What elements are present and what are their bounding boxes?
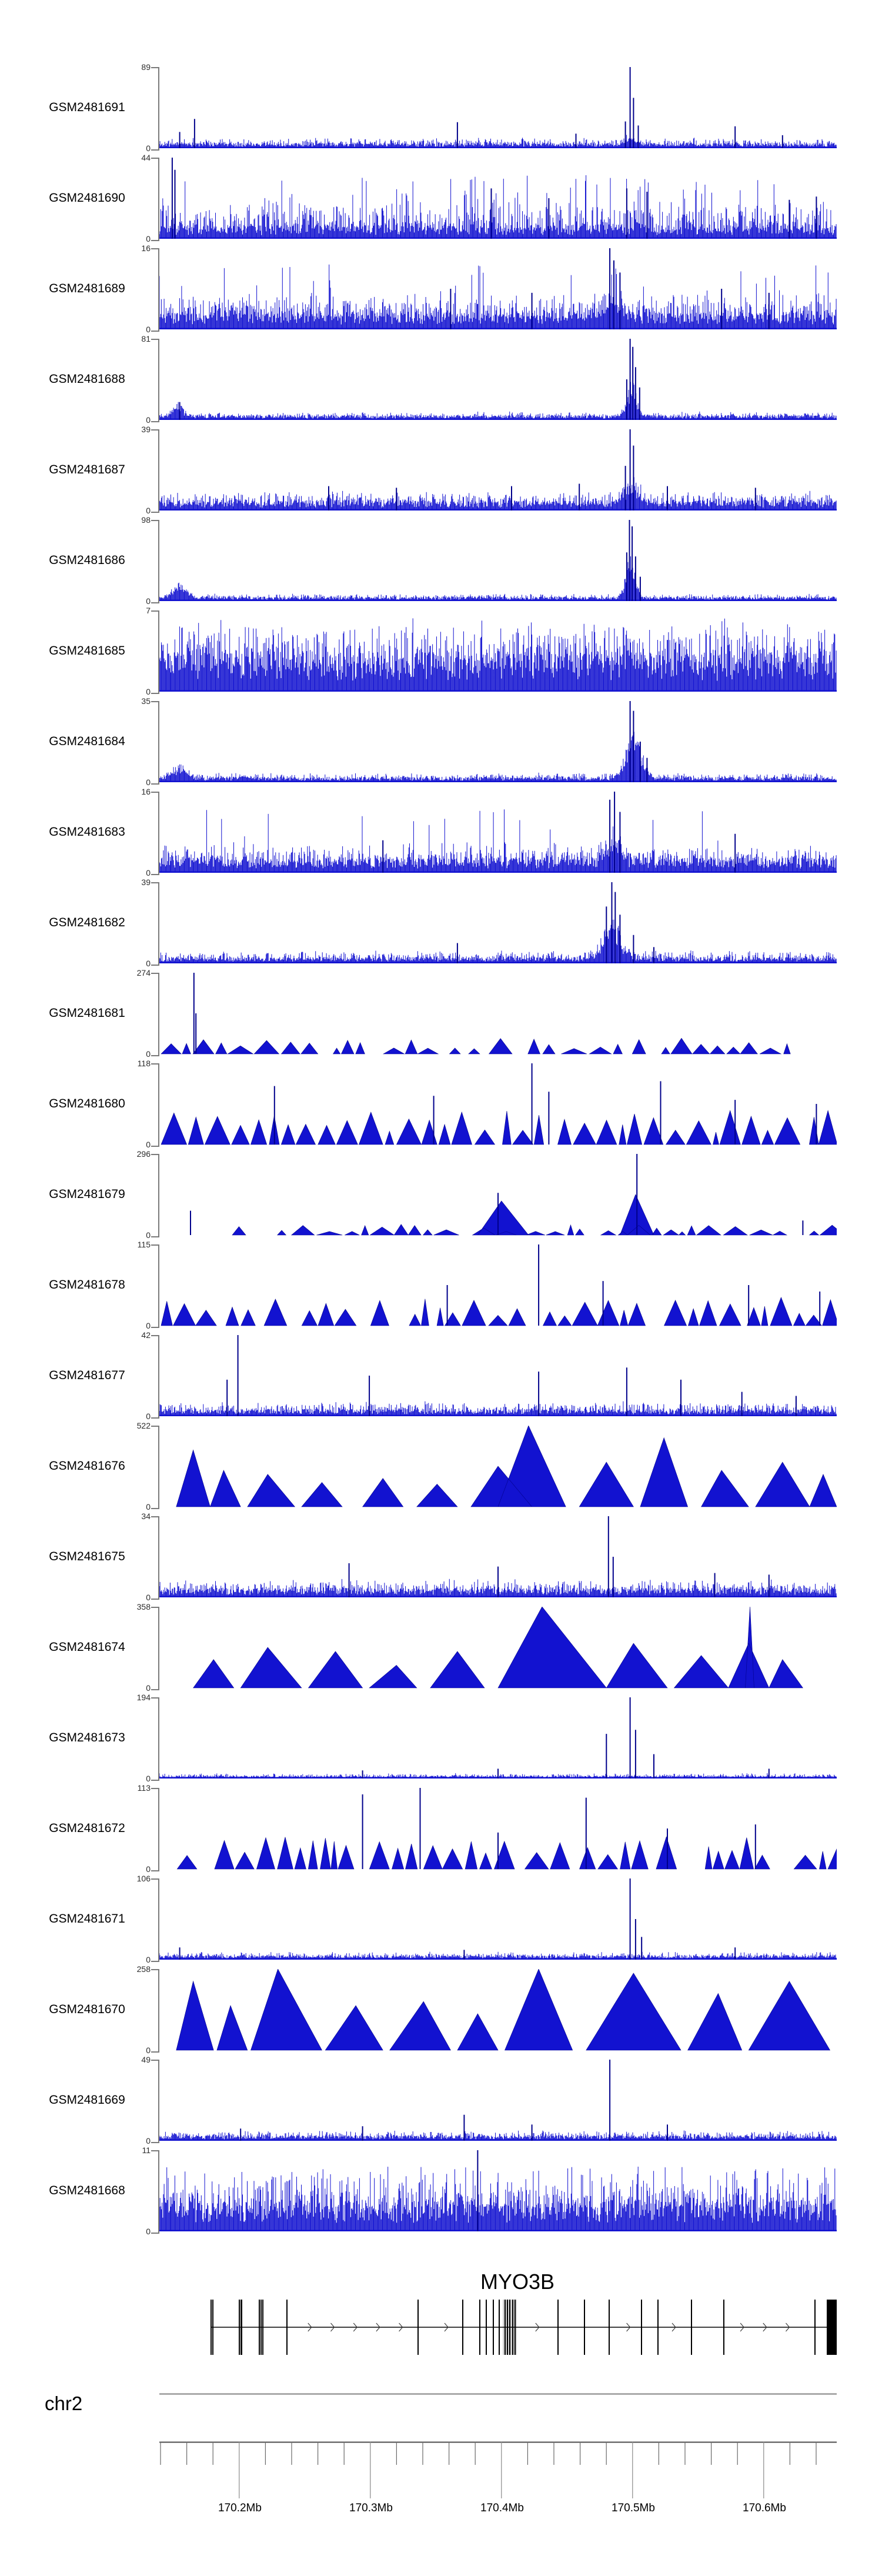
track-yaxis bbox=[151, 248, 159, 332]
track-yzero-label: 0 bbox=[146, 1683, 151, 1693]
track-yzero-label: 0 bbox=[146, 1864, 151, 1874]
track-label: GSM2481680 bbox=[49, 1097, 125, 1110]
track-yaxis bbox=[151, 1426, 159, 1509]
gene-exon bbox=[641, 2300, 642, 2355]
track-signal bbox=[159, 248, 837, 330]
gene-exon bbox=[240, 2300, 242, 2355]
track-signal bbox=[159, 701, 837, 783]
gene-exon bbox=[514, 2300, 516, 2355]
track-label: GSM2481679 bbox=[49, 1187, 125, 1201]
track-ymax-label: 11 bbox=[142, 2145, 151, 2155]
gene-exon bbox=[499, 2300, 500, 2355]
track-ymax-label: 113 bbox=[137, 1783, 151, 1793]
track-yaxis bbox=[151, 1788, 159, 1871]
gene-exon bbox=[262, 2300, 263, 2355]
track-signal bbox=[159, 610, 837, 692]
gene-exon bbox=[584, 2300, 585, 2355]
track-label: GSM2481691 bbox=[49, 101, 125, 114]
track-ymax-label: 296 bbox=[136, 1149, 151, 1159]
track-signal bbox=[159, 1154, 837, 1236]
track-signal bbox=[159, 1335, 837, 1417]
track-signal bbox=[159, 1426, 837, 1507]
gene-exon bbox=[259, 2300, 260, 2355]
track-ymax-label: 115 bbox=[137, 1240, 151, 1249]
track-signal bbox=[159, 1516, 837, 1598]
track-yzero-label: 0 bbox=[146, 415, 151, 425]
track-signal bbox=[159, 973, 837, 1055]
track-signal bbox=[159, 339, 837, 421]
ruler-minor-ticks bbox=[161, 2442, 816, 2465]
track-label: GSM2481687 bbox=[49, 463, 125, 476]
track-yaxis bbox=[151, 1969, 159, 2053]
track-signal bbox=[159, 2150, 837, 2232]
track-label: GSM2481671 bbox=[49, 1912, 125, 1926]
track-yzero-label: 0 bbox=[146, 1140, 151, 1149]
track-signal bbox=[159, 1969, 837, 2051]
track-label: GSM2481676 bbox=[49, 1459, 125, 1473]
gene-model-track bbox=[159, 2294, 837, 2364]
track-signal bbox=[159, 1063, 837, 1145]
track-label: GSM2481681 bbox=[49, 1006, 125, 1020]
gene-exon bbox=[657, 2300, 659, 2355]
track-ymax-label: 98 bbox=[141, 515, 151, 525]
ruler-tick-label: 170.6Mb bbox=[743, 2502, 786, 2514]
chromosome-label: chr2 bbox=[45, 2393, 83, 2414]
track-ymax-label: 522 bbox=[136, 1421, 151, 1430]
track-yaxis bbox=[151, 1154, 159, 1237]
track-ymax-label: 16 bbox=[141, 787, 151, 796]
track-yaxis bbox=[151, 429, 159, 513]
track-ymax-label: 258 bbox=[136, 1964, 151, 1974]
track-signal bbox=[159, 429, 837, 511]
track-signal bbox=[159, 882, 837, 964]
track-label: GSM2481673 bbox=[49, 1731, 125, 1744]
track-label: GSM2481686 bbox=[49, 553, 125, 567]
track-yaxis bbox=[151, 1063, 159, 1147]
track-yaxis bbox=[151, 973, 159, 1056]
gene-exon bbox=[512, 2300, 513, 2355]
track-signal bbox=[159, 158, 837, 239]
track-yzero-label: 0 bbox=[146, 234, 151, 243]
track-ymax-label: 274 bbox=[136, 968, 151, 977]
gene-exon bbox=[486, 2300, 487, 2355]
track-yzero-label: 0 bbox=[146, 959, 151, 968]
track-signal bbox=[159, 1607, 837, 1689]
track-yzero-label: 0 bbox=[146, 1774, 151, 1783]
gene-exon bbox=[260, 2300, 262, 2355]
track-label: GSM2481678 bbox=[49, 1278, 125, 1292]
track-signal bbox=[159, 1697, 837, 1779]
track-ymax-label: 89 bbox=[141, 62, 151, 72]
gene-exon bbox=[507, 2300, 508, 2355]
track-label: GSM2481683 bbox=[49, 825, 125, 839]
track-yaxis bbox=[151, 1607, 159, 1690]
track-yzero-label: 0 bbox=[146, 2136, 151, 2145]
track-label: GSM2481677 bbox=[49, 1369, 125, 1382]
track-label: GSM2481689 bbox=[49, 282, 125, 295]
gene-exon bbox=[479, 2300, 480, 2355]
track-ymax-label: 194 bbox=[136, 1693, 151, 1702]
track-yaxis bbox=[151, 792, 159, 875]
ruler-tick-label: 170.4Mb bbox=[480, 2502, 524, 2514]
track-label: GSM2481682 bbox=[49, 916, 125, 929]
track-yzero-label: 0 bbox=[146, 1502, 151, 1511]
track-ymax-label: 34 bbox=[141, 1511, 151, 1521]
track-ymax-label: 7 bbox=[146, 606, 151, 615]
track-yaxis bbox=[151, 2060, 159, 2143]
chromosome-baseline bbox=[159, 2393, 837, 2395]
gene-exon bbox=[509, 2300, 510, 2355]
track-ymax-label: 44 bbox=[141, 153, 151, 162]
gene-exon bbox=[462, 2300, 463, 2355]
track-ymax-label: 106 bbox=[136, 1874, 151, 1883]
track-signal bbox=[159, 1878, 837, 1960]
track-yzero-label: 0 bbox=[146, 1955, 151, 1964]
track-label: GSM2481669 bbox=[49, 2093, 125, 2107]
track-yzero-label: 0 bbox=[146, 2227, 151, 2236]
track-yzero-label: 0 bbox=[146, 506, 151, 515]
track-ymax-label: 81 bbox=[141, 334, 151, 343]
track-yaxis bbox=[151, 1516, 159, 1600]
track-signal bbox=[159, 520, 837, 602]
track-ymax-label: 42 bbox=[141, 1330, 151, 1340]
gene-exon bbox=[493, 2300, 494, 2355]
track-label: GSM2481674 bbox=[49, 1640, 125, 1654]
track-ymax-label: 358 bbox=[136, 1602, 151, 1611]
track-ymax-label: 16 bbox=[141, 243, 151, 253]
gene-exon bbox=[814, 2300, 816, 2355]
gene-exon bbox=[212, 2300, 213, 2355]
track-yzero-label: 0 bbox=[146, 778, 151, 787]
track-label: GSM2481684 bbox=[49, 735, 125, 748]
position-ruler bbox=[159, 2441, 838, 2506]
gene-exon bbox=[239, 2300, 240, 2355]
ruler-tick-label: 170.3Mb bbox=[349, 2502, 393, 2514]
track-yaxis bbox=[151, 158, 159, 241]
track-label: GSM2481690 bbox=[49, 191, 125, 205]
track-ymax-label: 39 bbox=[141, 425, 151, 434]
track-signal bbox=[159, 1244, 837, 1326]
track-signal bbox=[159, 67, 837, 149]
gene-exon bbox=[211, 2300, 212, 2355]
gene-name-label: MYO3B bbox=[480, 2270, 555, 2294]
track-signal bbox=[159, 2060, 837, 2141]
ruler-tick-label: 170.2Mb bbox=[218, 2502, 262, 2514]
track-signal bbox=[159, 1788, 837, 1870]
track-label: GSM2481685 bbox=[49, 644, 125, 658]
track-yzero-label: 0 bbox=[146, 868, 151, 877]
track-yaxis bbox=[151, 701, 159, 785]
track-label: GSM2481688 bbox=[49, 372, 125, 386]
track-label: GSM2481670 bbox=[49, 2003, 125, 2016]
track-yzero-label: 0 bbox=[146, 1593, 151, 1602]
gene-exon bbox=[691, 2300, 692, 2355]
track-yzero-label: 0 bbox=[146, 1049, 151, 1059]
track-yaxis bbox=[151, 67, 159, 151]
gene-exon bbox=[609, 2300, 610, 2355]
gene-exon bbox=[723, 2300, 724, 2355]
track-yzero-label: 0 bbox=[146, 1321, 151, 1330]
track-yzero-label: 0 bbox=[146, 1230, 151, 1240]
track-yaxis bbox=[151, 2150, 159, 2234]
track-yzero-label: 0 bbox=[146, 687, 151, 696]
track-ymax-label: 35 bbox=[141, 696, 151, 706]
track-label: GSM2481668 bbox=[49, 2184, 125, 2197]
gene-exon bbox=[557, 2300, 559, 2355]
track-yaxis bbox=[151, 610, 159, 694]
track-yzero-label: 0 bbox=[146, 144, 151, 153]
track-yaxis bbox=[151, 1244, 159, 1328]
gene-exon bbox=[417, 2300, 419, 2355]
track-ymax-label: 39 bbox=[141, 877, 151, 887]
track-yaxis bbox=[151, 882, 159, 966]
track-yaxis bbox=[151, 339, 159, 422]
gene-exon bbox=[505, 2300, 506, 2355]
gene-terminal-exon bbox=[827, 2300, 837, 2355]
track-label: GSM2481675 bbox=[49, 1550, 125, 1563]
track-signal bbox=[159, 792, 837, 873]
track-yaxis bbox=[151, 520, 159, 603]
track-yaxis bbox=[151, 1697, 159, 1781]
track-yzero-label: 0 bbox=[146, 1412, 151, 1421]
track-ymax-label: 118 bbox=[137, 1059, 151, 1068]
gene-exon bbox=[286, 2300, 288, 2355]
track-label: GSM2481672 bbox=[49, 1821, 125, 1835]
track-yzero-label: 0 bbox=[146, 2046, 151, 2055]
track-yzero-label: 0 bbox=[146, 596, 151, 606]
track-ymax-label: 49 bbox=[141, 2055, 151, 2064]
track-yaxis bbox=[151, 1335, 159, 1419]
ruler-tick-label: 170.5Mb bbox=[612, 2502, 655, 2514]
track-yzero-label: 0 bbox=[146, 325, 151, 334]
track-yaxis bbox=[151, 1878, 159, 1962]
